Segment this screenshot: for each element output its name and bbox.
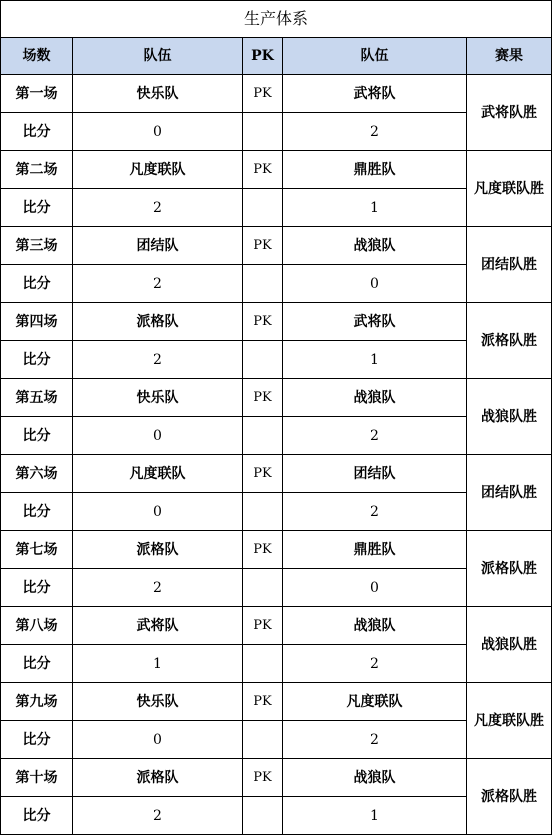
pk-label: PK	[243, 683, 283, 721]
team-a-name: 凡度联队	[73, 455, 243, 493]
match-result: 团结队胜	[467, 227, 552, 303]
score-team-a: 2	[73, 797, 243, 835]
team-a-name: 凡度联队	[73, 151, 243, 189]
pk-label: PK	[243, 379, 283, 417]
header-team-b: 队伍	[283, 38, 467, 75]
score-spacer	[243, 265, 283, 303]
score-team-a: 1	[73, 645, 243, 683]
score-label: 比分	[1, 797, 73, 835]
header-pk: PK	[243, 38, 283, 75]
round-label: 第九场	[1, 683, 73, 721]
score-spacer	[243, 417, 283, 455]
match-row	[1, 151, 552, 189]
match-result: 武将队胜	[467, 75, 552, 151]
match-row	[1, 759, 552, 797]
round-label: 第六场	[1, 455, 73, 493]
match-result: 战狼队胜	[467, 379, 552, 455]
score-label: 比分	[1, 417, 73, 455]
score-team-a: 2	[73, 265, 243, 303]
score-spacer	[243, 645, 283, 683]
match-row	[1, 455, 552, 493]
score-team-b: 2	[283, 721, 467, 759]
team-a-name: 武将队	[73, 607, 243, 645]
team-a-name: 派格队	[73, 531, 243, 569]
match-result: 凡度联队胜	[467, 683, 552, 759]
score-team-a: 2	[73, 189, 243, 227]
score-team-a: 0	[73, 721, 243, 759]
match-result: 凡度联队胜	[467, 151, 552, 227]
round-label: 第十场	[1, 759, 73, 797]
score-spacer	[243, 721, 283, 759]
score-team-a: 0	[73, 493, 243, 531]
score-team-b: 1	[283, 797, 467, 835]
round-label: 第七场	[1, 531, 73, 569]
pk-label: PK	[243, 607, 283, 645]
score-team-b: 2	[283, 645, 467, 683]
header-result: 赛果	[467, 38, 552, 75]
team-b-name: 鼎胜队	[283, 531, 467, 569]
round-label: 第一场	[1, 75, 73, 113]
score-label: 比分	[1, 341, 73, 379]
match-result: 派格队胜	[467, 303, 552, 379]
match-result: 派格队胜	[467, 759, 552, 835]
score-label: 比分	[1, 493, 73, 531]
score-team-a: 2	[73, 341, 243, 379]
team-b-name: 鼎胜队	[283, 151, 467, 189]
score-team-a: 0	[73, 417, 243, 455]
round-label: 第五场	[1, 379, 73, 417]
match-result: 派格队胜	[467, 531, 552, 607]
score-spacer	[243, 113, 283, 151]
team-b-name: 团结队	[283, 455, 467, 493]
score-team-a: 2	[73, 569, 243, 607]
team-a-name: 派格队	[73, 303, 243, 341]
team-b-name: 武将队	[283, 75, 467, 113]
team-b-name: 凡度联队	[283, 683, 467, 721]
team-a-name: 派格队	[73, 759, 243, 797]
pk-label: PK	[243, 759, 283, 797]
team-a-name: 快乐队	[73, 683, 243, 721]
pk-label: PK	[243, 531, 283, 569]
score-label: 比分	[1, 189, 73, 227]
match-row	[1, 379, 552, 417]
match-row	[1, 607, 552, 645]
score-team-b: 2	[283, 493, 467, 531]
score-team-b: 0	[283, 265, 467, 303]
header-team-a: 队伍	[73, 38, 243, 75]
round-label: 第八场	[1, 607, 73, 645]
score-team-b: 1	[283, 341, 467, 379]
score-spacer	[243, 797, 283, 835]
score-team-b: 0	[283, 569, 467, 607]
score-spacer	[243, 493, 283, 531]
team-a-name: 快乐队	[73, 75, 243, 113]
team-a-name: 快乐队	[73, 379, 243, 417]
score-team-b: 1	[283, 189, 467, 227]
match-row	[1, 531, 552, 569]
match-row	[1, 75, 552, 113]
score-team-b: 2	[283, 113, 467, 151]
match-row	[1, 303, 552, 341]
team-b-name: 武将队	[283, 303, 467, 341]
score-label: 比分	[1, 569, 73, 607]
pk-label: PK	[243, 227, 283, 265]
round-label: 第四场	[1, 303, 73, 341]
score-spacer	[243, 189, 283, 227]
table-title: 生产体系	[1, 1, 552, 38]
match-row	[1, 227, 552, 265]
pk-label: PK	[243, 303, 283, 341]
score-label: 比分	[1, 645, 73, 683]
score-label: 比分	[1, 721, 73, 759]
score-label: 比分	[1, 265, 73, 303]
round-label: 第三场	[1, 227, 73, 265]
match-result: 团结队胜	[467, 455, 552, 531]
team-a-name: 团结队	[73, 227, 243, 265]
team-b-name: 战狼队	[283, 759, 467, 797]
header-round: 场数	[1, 38, 73, 75]
pk-label: PK	[243, 151, 283, 189]
score-spacer	[243, 569, 283, 607]
team-b-name: 战狼队	[283, 607, 467, 645]
score-spacer	[243, 341, 283, 379]
round-label: 第二场	[1, 151, 73, 189]
score-team-b: 2	[283, 417, 467, 455]
team-b-name: 战狼队	[283, 227, 467, 265]
score-team-a: 0	[73, 113, 243, 151]
team-b-name: 战狼队	[283, 379, 467, 417]
match-result: 战狼队胜	[467, 607, 552, 683]
score-label: 比分	[1, 113, 73, 151]
pk-label: PK	[243, 455, 283, 493]
pk-label: PK	[243, 75, 283, 113]
table-header-row	[1, 38, 552, 75]
match-row	[1, 683, 552, 721]
